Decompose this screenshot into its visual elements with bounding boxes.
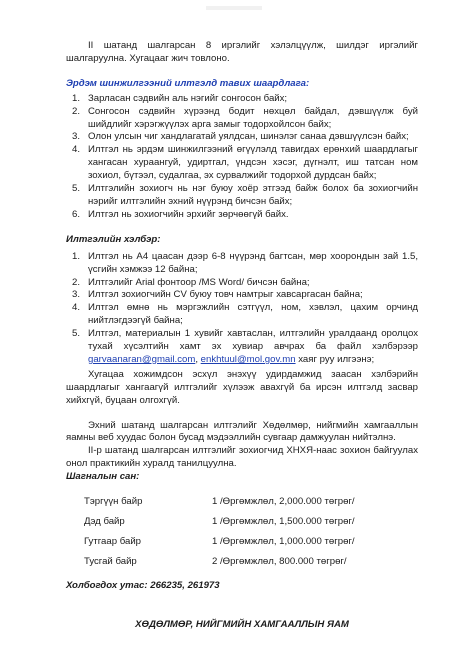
list-item: 1. Илтгэл нь A4 цаасан дээр 6-8 нүүрэнд багтсан, мөр хоорондын зай 1.5, үсгийн хэмжээ 12 байна; bbox=[72, 250, 418, 275]
document-body bbox=[66, 40, 418, 632]
table-row bbox=[66, 492, 418, 512]
list-item: 4. Илтгэл нь эрдэм шинжилгээний өгүүлэлд тавигдах ерөнхий шаардлагыг хангасан хураангуй, удиртгал, үндсэн хэсэг, дүгнэлт, иш татсан ном зохиол, бүтээл, судалгаа, эх сурвалжийг тодорхой дурдсан байх; bbox=[72, 144, 418, 182]
awards-title: Шагналын сан: bbox=[66, 471, 140, 483]
award-amount: 1 /Өргөмжлөл, 1,000.000 төгрөг/ bbox=[212, 535, 355, 547]
table-row bbox=[66, 552, 418, 572]
list-item: 6. Илтгэл нь зохиогчийн эрхийг зөрчөөгүй байх. bbox=[72, 208, 289, 220]
list-item: 5. Илтгэлийн зохиогч нь нэг буюу хоёр этгээд байж болох ба зохиогчийн нэрийг илтгэлийн эхний нүүрэнд бичсэн байх; bbox=[72, 183, 418, 207]
list-item: 2. Илтгэлийг Arial фонтоор /MS Word/ бичсэн байна; bbox=[72, 276, 310, 288]
email-link-2[interactable]: enkhtuul@mol.gov.mn bbox=[200, 353, 296, 365]
list-item: 5. Илтгэл, материалын 1 хувийг хавтаслан, илтгэлийн уралдаанд оролцох тухай хүсэлтийн хамт эх хувиар авчрах ба файл хэлбэрээр garvaanaran@gmail.com, enkhtuul@mol.gov.mn хаяг руу илгээнэ; bbox=[72, 328, 418, 365]
list-item: 3. Илтгэл зохиогчийн CV буюу товч намтрыг хавсаргасан байна; bbox=[72, 289, 363, 301]
format-title: Илтгэлийн хэлбэр: bbox=[66, 233, 161, 245]
award-place: Дэд байр bbox=[84, 515, 125, 527]
table-row bbox=[66, 512, 418, 532]
requirements-title: Эрдэм шинжилгээний илтгэлд тавих шаардлага: bbox=[66, 77, 310, 89]
list-item: 2. Сонгосон сэдвийн хүрээнд бодит нөхцөл байдал, дэвшүүлж буй шийдлийг хэрэгжүүлэх арга замыг тодорхойлсон байх; bbox=[72, 105, 418, 130]
award-amount: 1 /Өргөмжлөл, 2,000.000 төгрөг/ bbox=[212, 495, 355, 507]
award-amount: 1 /Өргөмжлөл, 1,500.000 төгрөг/ bbox=[212, 515, 355, 527]
list-item: 3. Олон улсын чиг хандлагатай уялдсан, шинэлэг санаа дэвшүүлсэн байх; bbox=[72, 131, 409, 143]
list-item: 4. Илтгэл өмнө нь мэргэжлийн сэтгүүл, ном, хэвлэл, цахим орчинд нийтлэгдээгүй байна; bbox=[72, 302, 418, 327]
list-item: 1. Зарласан сэдвийн аль нэгийг сонгосон байх; bbox=[72, 92, 288, 104]
scan-mark bbox=[206, 6, 262, 10]
email-link-1[interactable]: garvaanaran@gmail.com bbox=[88, 353, 196, 365]
award-place: Тэргүүн байр bbox=[84, 495, 143, 507]
publication-paragraph: Эхний шатанд шалгарсан илтгэлийг Хөдөлмөр, нийгмийн хамгааллын яамны веб хуудас болон бусад мэдээллийн сувгаар дамжуулан нийтэлнэ. bbox=[66, 419, 418, 444]
ministry-name: ХӨДӨЛМӨР, НИЙГМИЙН ХАМГААЛЛЫН ЯАМ bbox=[135, 619, 349, 630]
conference-paragraph: II-р шатанд шалгарсан илтгэлийг зохиогчид ХНХЯ-наас зохион байгуулах онол практикийн хуралд танилцуулна. bbox=[66, 445, 418, 470]
award-place: Гутгаар байр bbox=[84, 535, 142, 547]
intro-paragraph bbox=[66, 40, 418, 66]
requirements-list bbox=[66, 93, 418, 222]
contact-phone: Холбогдох утас: 266235, 261973 bbox=[66, 580, 220, 592]
table-row bbox=[66, 532, 418, 552]
late-submission-paragraph: Хугацаа хожимдсон эсхүл энэхүү удирдамжид заасан хэлбэрийн шаардлагыг хангаагүй илтгэлийг хүлээж авахгүй ба ирсэн илтгэлд засвар хийхгүй, буцаан олгохгүй. bbox=[66, 368, 418, 406]
awards-table bbox=[66, 492, 418, 572]
intro-line-2: шалгаруулна. Хугацааг жич товлоно. bbox=[66, 52, 230, 64]
format-list bbox=[66, 251, 418, 367]
intro-line-1: II шатанд шалгарсан 8 иргэлийг хэлэлцүүлж, шилдэг иргэлийг bbox=[88, 40, 418, 51]
award-place: Тусгай байр bbox=[84, 555, 137, 567]
award-amount: 2 /Өргөмжлөл, 800.000 төгрөг/ bbox=[212, 555, 347, 567]
